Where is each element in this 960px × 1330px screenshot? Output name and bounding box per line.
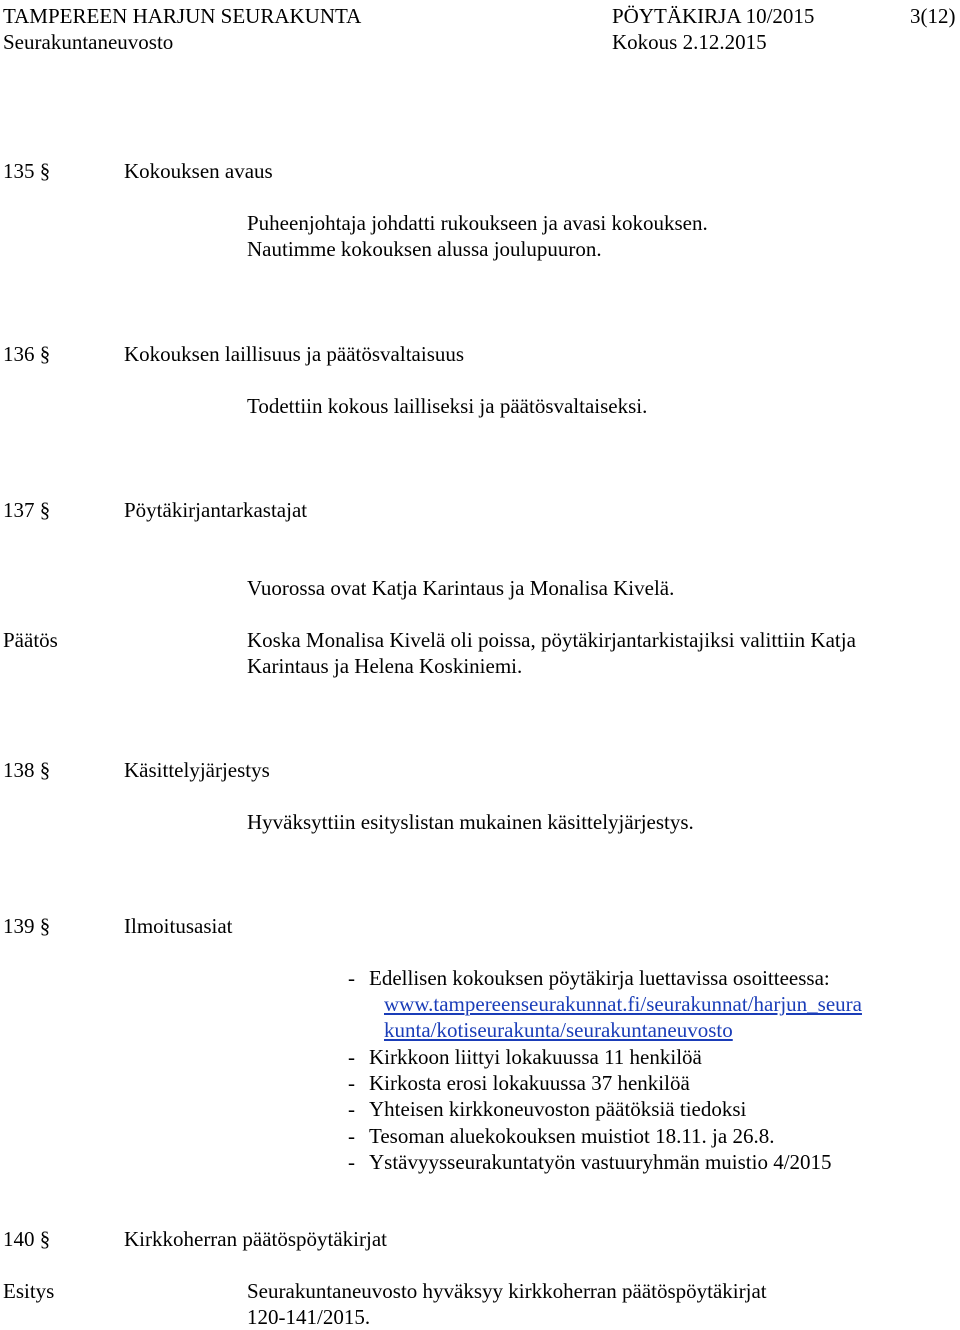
list-dash: - bbox=[348, 1123, 355, 1148]
section-139-title: Ilmoitusasiat bbox=[124, 914, 233, 938]
list-item-text: Kirkkoon liittyi lokakuussa 11 henkilöä bbox=[369, 1044, 702, 1069]
header-meeting-date: Kokous 2.12.2015 bbox=[612, 30, 767, 54]
section-137-decision-line-1: Koska Monalisa Kivelä oli poissa, pöytäkirjantarkistajiksi valittiin Katja bbox=[247, 628, 856, 652]
section-140-title: Kirkkoherran päätöspöytäkirjat bbox=[124, 1227, 387, 1251]
list-item-text: Edellisen kokouksen pöytäkirja luettavissa osoitteessa: bbox=[369, 966, 830, 990]
list-dash: - bbox=[348, 966, 355, 990]
section-135-line-2: Nautimme kokouksen alussa joulupuuron. bbox=[247, 237, 602, 261]
section-number: 136 bbox=[3, 342, 35, 366]
section-symbol: § bbox=[39, 342, 51, 366]
list-dash: - bbox=[348, 1071, 355, 1096]
section-138-title: Käsittelyjärjestys bbox=[124, 758, 270, 782]
list-item bbox=[348, 1149, 832, 1175]
section-138-number bbox=[3, 757, 50, 783]
section-number: 139 bbox=[3, 914, 35, 938]
minutes-link-line-1[interactable]: www.tampereenseurakunnat.fi/seurakunnat/harjun_seura bbox=[384, 992, 862, 1016]
list-dash: - bbox=[348, 1044, 355, 1069]
list-item-text: Kirkosta erosi lokakuussa 37 henkilöä bbox=[369, 1071, 690, 1096]
header-body-name: Seurakuntaneuvosto bbox=[3, 30, 174, 54]
list-item bbox=[348, 1070, 832, 1096]
list-item-text: Tesoman aluekokouksen muistiot 18.11. ja 26.8. bbox=[369, 1123, 775, 1148]
section-135-title: Kokouksen avaus bbox=[124, 159, 273, 183]
header-org: TAMPEREEN HARJUN SEURAKUNTA bbox=[3, 4, 362, 28]
header-page-number: 3(12) bbox=[910, 4, 956, 28]
decision-label: Päätös bbox=[3, 628, 58, 652]
section-140-proposal-line-1: Seurakuntaneuvosto hyväksyy kirkkoherran päätöspöytäkirjat bbox=[247, 1279, 767, 1303]
section-137-number bbox=[3, 497, 50, 523]
section-136-number bbox=[3, 341, 50, 367]
section-number: 138 bbox=[3, 758, 35, 782]
section-136-title: Kokouksen laillisuus ja päätösvaltaisuus bbox=[124, 342, 465, 366]
section-number: 135 bbox=[3, 159, 35, 183]
section-137-title: Pöytäkirjantarkastajat bbox=[124, 498, 308, 522]
section-symbol: § bbox=[39, 159, 51, 183]
list-item bbox=[348, 965, 832, 991]
section-number: 137 bbox=[3, 498, 35, 522]
list-item bbox=[348, 1096, 832, 1122]
section-138-line-1: Hyväksyttiin esityslistan mukainen käsittelyjärjestys. bbox=[247, 810, 694, 834]
proposal-label: Esitys bbox=[3, 1279, 55, 1303]
section-137-line-1: Vuorossa ovat Katja Karintaus ja Monalisa Kivelä. bbox=[247, 576, 675, 600]
section-140-number bbox=[3, 1226, 50, 1252]
section-136-line-1: Todettiin kokous lailliseksi ja päätösvaltaiseksi. bbox=[247, 394, 648, 418]
header-doc-number: PÖYTÄKIRJA 10/2015 bbox=[612, 4, 815, 28]
list-item-text: Yhteisen kirkkoneuvoston päätöksiä tiedoksi bbox=[369, 1097, 747, 1122]
section-symbol: § bbox=[39, 758, 51, 782]
section-140-proposal-line-2: 120-141/2015. bbox=[247, 1305, 371, 1329]
list-item bbox=[348, 1123, 832, 1149]
section-135-line-1: Puheenjohtaja johdatti rukoukseen ja avasi kokouksen. bbox=[247, 211, 708, 235]
list-dash: - bbox=[348, 1097, 355, 1122]
section-137-decision-line-2: Karintaus ja Helena Koskiniemi. bbox=[247, 654, 523, 678]
section-number: 140 bbox=[3, 1227, 35, 1251]
section-symbol: § bbox=[39, 1227, 51, 1251]
list-item bbox=[348, 1044, 832, 1070]
section-135-number bbox=[3, 158, 50, 184]
minutes-link-line-2[interactable]: kunta/kotiseurakunta/seurakuntaneuvosto bbox=[384, 1018, 733, 1042]
list-dash: - bbox=[348, 1150, 355, 1175]
section-symbol: § bbox=[39, 498, 51, 522]
list-item-text: Ystävyysseurakuntatyön vastuuryhmän muistio 4/2015 bbox=[369, 1150, 832, 1175]
section-139-number bbox=[3, 913, 50, 939]
section-symbol: § bbox=[39, 914, 51, 938]
